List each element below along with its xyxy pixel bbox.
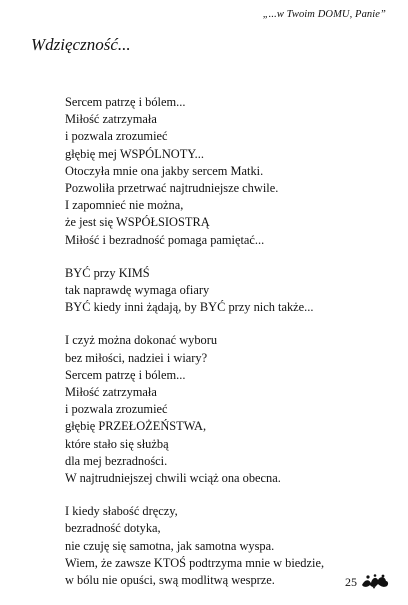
poem-line: I zapomnieć nie można,: [65, 198, 184, 213]
poem-line: tak naprawdę wymaga ofiary: [65, 283, 210, 298]
stanza-4: [65, 503, 385, 589]
poem-line: I kiedy słabość dręczy,: [65, 504, 178, 519]
stanza-2: [65, 265, 385, 317]
poem-line: BYĆ przy KIMŚ: [65, 265, 150, 280]
poem-line: Otoczyła mnie ona jakby sercem Matki.: [65, 163, 264, 178]
poem-line: w bólu nie opuści, swą modlitwą wesprze.: [65, 573, 275, 588]
poem-line: Miłość i bezradność pomaga pamiętać...: [65, 232, 265, 247]
poem-line: Pozwoliła przetrwać najtrudniejsze chwile.: [65, 181, 279, 196]
poem-line: Sercem patrzę i bólem...: [65, 95, 186, 109]
floral-ornament-icon: [360, 573, 390, 589]
poem: [65, 94, 385, 605]
poem-line: i pozwala zrozumieć: [65, 402, 168, 417]
page-footer: [345, 573, 390, 589]
poem-line: Miłość zatrzymała: [65, 112, 157, 127]
poem-line: które stało się służbą: [65, 436, 169, 451]
stanza-3: [65, 332, 385, 487]
poem-line: bez miłości, nadziei i wiary?: [65, 350, 208, 365]
page-number: 25: [345, 575, 357, 589]
poem-line: I czyż można dokonać wyboru: [65, 333, 218, 348]
running-header: „...w Twoim DOMU, Panie”: [262, 9, 386, 20]
poem-line: głębię PRZEŁOŻEŃSTWA,: [65, 419, 207, 434]
poem-line: nie czuję się samotna, jak samotna wyspa.: [65, 538, 275, 553]
poem-line: Wiem, że zawsze KTOŚ podtrzyma mnie w biedzie,: [65, 555, 325, 570]
poem-line: dla mej bezradności.: [65, 453, 168, 468]
page-title: Wdzięczność...: [31, 35, 131, 54]
poem-line: i pozwala zrozumieć: [65, 129, 168, 144]
poem-line: Sercem patrzę i bólem...: [65, 367, 186, 382]
poem-line: głębię mej WSPÓLNOTY...: [65, 146, 204, 161]
poem-line: bezradność dotyka,: [65, 521, 161, 536]
poem-line: BYĆ kiedy inni żądają, by BYĆ przy nich także...: [65, 300, 314, 315]
poem-line: W najtrudniejszej chwili wciąż ona obecna.: [65, 471, 281, 486]
poem-line: Miłość zatrzymała: [65, 385, 157, 400]
stanza-1: [65, 94, 385, 249]
poem-line: że jest się WSPÓŁSIOSTRĄ: [65, 215, 210, 230]
